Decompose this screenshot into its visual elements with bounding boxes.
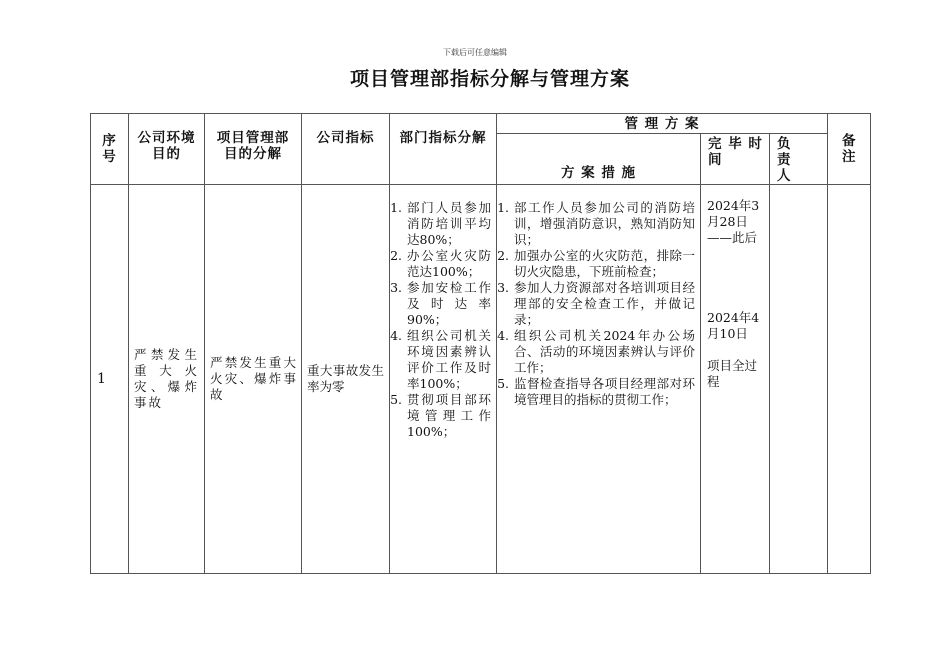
cell-responsible (770, 185, 828, 574)
list-item: 2. 加强办公室的火灾防范，排除一切火灾隐患，下班前检查； (513, 248, 695, 280)
completion-time-first: 2024年3月28日——此后 (707, 198, 760, 245)
list-item: 1. 部工作人员参加公司的消防培训，增强消防意识，熟知消防知识； (513, 200, 695, 248)
header-plan-measures: 方 案 措 施 (497, 134, 701, 185)
header-company-env-goal: 公司环境目的 (129, 114, 205, 185)
plan-measures-list (497, 185, 700, 408)
list-item: 3. 参加安检工作及时达率90%； (406, 280, 491, 328)
header-company-indicator: 公司指标 (302, 114, 390, 185)
header-dept-indicator-breakdown: 部门指标分解 (390, 114, 497, 185)
cell-project-goal-breakdown: 严禁发生重大火灾、爆炸事故 (205, 185, 302, 574)
header-note: 下载后可任意编辑 (443, 48, 507, 57)
list-item: 5. 贯彻项目部环境管理工作100%； (406, 392, 491, 440)
list-item: 5. 监督检查指导各项目经理部对环境管理目的指标的贯彻工作； (513, 376, 695, 408)
header-seq: 序号 (91, 114, 129, 185)
list-item: 1. 部门人员参加消防培训平均达80%； (406, 200, 491, 248)
cell-remarks (828, 185, 871, 574)
cell-company-indicator: 重大事故发生率为零 (302, 185, 390, 574)
indicator-table (90, 113, 871, 574)
page-title: 项目管理部指标分解与管理方案 (349, 68, 630, 90)
list-item: 2. 办公室火灾防范达100%； (406, 248, 491, 280)
header-project-goal-breakdown: 项目管理部目的分解 (205, 114, 302, 185)
header-completion-time: 完 毕 时 间 (701, 134, 770, 185)
header-responsible: 负 责 人 (770, 134, 828, 185)
row-seq: 1 (91, 185, 129, 574)
header-remarks: 备注 (828, 114, 871, 185)
cell-company-env-goal: 严禁发生重大火灾、爆炸事故 (129, 185, 205, 574)
list-item: 4. 组织公司机关2024年办公场合、活动的环境因素辨认与评价工作； (513, 328, 695, 376)
completion-time-second: 2024年4月10日 (707, 310, 760, 341)
list-item: 4. 组织公司机关环境因素辨认评价工作及时率100%； (406, 328, 491, 392)
cell-plan-measures (497, 185, 701, 574)
header-mgmt-plan: 管 理 方 案 (497, 114, 828, 134)
dept-indicator-list (390, 185, 496, 440)
list-item: 3. 参加人力资源部对各培训项目经理部的安全检查工作，并做记录； (513, 280, 695, 328)
cell-dept-indicator-breakdown (390, 185, 497, 574)
completion-time-third: 项目全过程 (707, 358, 758, 389)
cell-completion-time (701, 185, 770, 574)
